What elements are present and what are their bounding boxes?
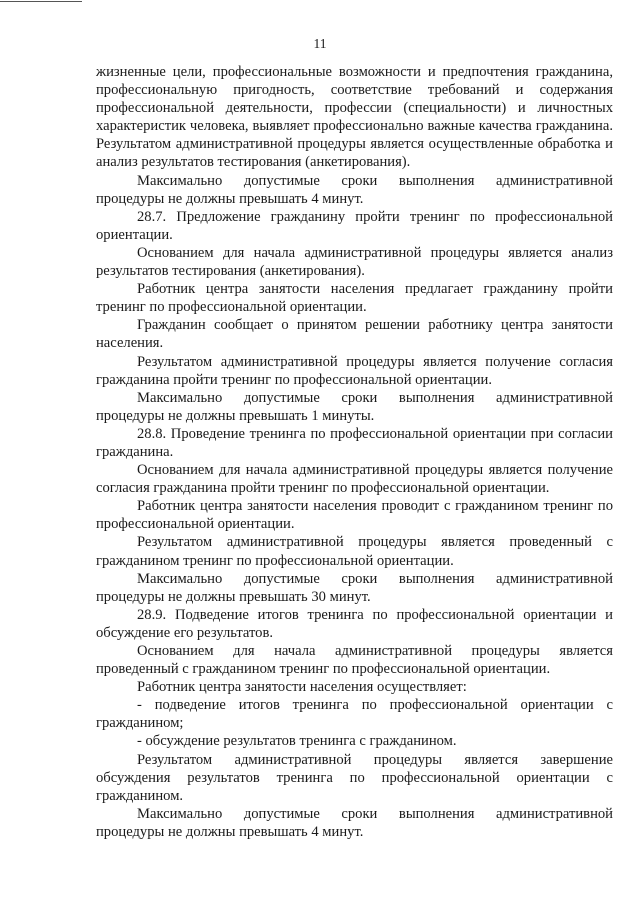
paragraph: Работник центра занятости населения предлагает гражданину пройти тренинг по профессиональной ориентации. [96, 281, 613, 316]
paragraph: Результатом административной процедуры является проведенный с гражданином тренинг по профессиональной ориентации. [96, 534, 613, 569]
paragraph: Результатом административной процедуры является получение согласия гражданина пройти тренинг по профессиональной ориентации. [96, 353, 613, 388]
paragraph: Максимально допустимые сроки выполнения административной процедуры не должны превышать 30 минут. [96, 570, 613, 605]
section-heading-28-8: 28.8. Проведение тренинга по профессиональной ориентации при согласии гражданина. [96, 425, 613, 460]
paragraph: Максимально допустимые сроки выполнения административной процедуры не должны превышать 1 минуты. [96, 389, 613, 424]
section-heading-28-9: 28.9. Подведение итогов тренинга по профессиональной ориентации и обсуждение его результатов. [96, 606, 613, 641]
paragraph: Основанием для начала административной процедуры является получение согласия гражданина пройти тренинг по профессиональной ориентации. [96, 462, 613, 497]
section-heading-28-7: 28.7. Предложение гражданину пройти тренинг по профессиональной ориентации. [96, 208, 613, 243]
paragraph: Гражданин сообщает о принятом решении работнику центра занятости населения. [96, 317, 613, 352]
paragraph: Работник центра занятости населения проводит с гражданином тренинг по профессиональной ориентации. [96, 498, 613, 533]
list-item: - обсуждение результатов тренинга с гражданином. [137, 733, 457, 750]
paragraph-continuation: жизненные цели, профессиональные возможности и предпочтения гражданина, профессиональную пригодность, соответствие требований и содержания профессиональной деятельности, профессии (специальности) и личностных характеристик человека, выявляет профессионально важные качества гражданина. Результатом административной процедуры является осуществленные обработка и анализ результатов тестирования (анкетирования). [96, 64, 613, 171]
document-body [96, 63, 613, 841]
paragraph: Максимально допустимые сроки выполнения административной процедуры не должны превышать 4 минут. [96, 172, 613, 207]
paragraph: Работник центра занятости населения осуществляет: [137, 679, 467, 696]
paragraph: Основанием для начала административной процедуры является анализ результатов тестирования (анкетирования). [96, 244, 613, 280]
page-number: 11 [313, 36, 327, 51]
paragraph: Основанием для начала административной процедуры является проведенный с гражданином тренинг по профессиональной ориентации. [96, 643, 613, 678]
paragraph: Максимально допустимые сроки выполнения административной процедуры не должны превышать 4 минут. [96, 805, 613, 840]
list-item: - подведение итогов тренинга по профессиональной ориентации с гражданином; [96, 697, 613, 732]
scan-edge-line [0, 1, 82, 2]
paragraph: Результатом административной процедуры является завершение обсуждения результатов тренинга по профессиональной ориентации с гражданином. [96, 751, 613, 804]
